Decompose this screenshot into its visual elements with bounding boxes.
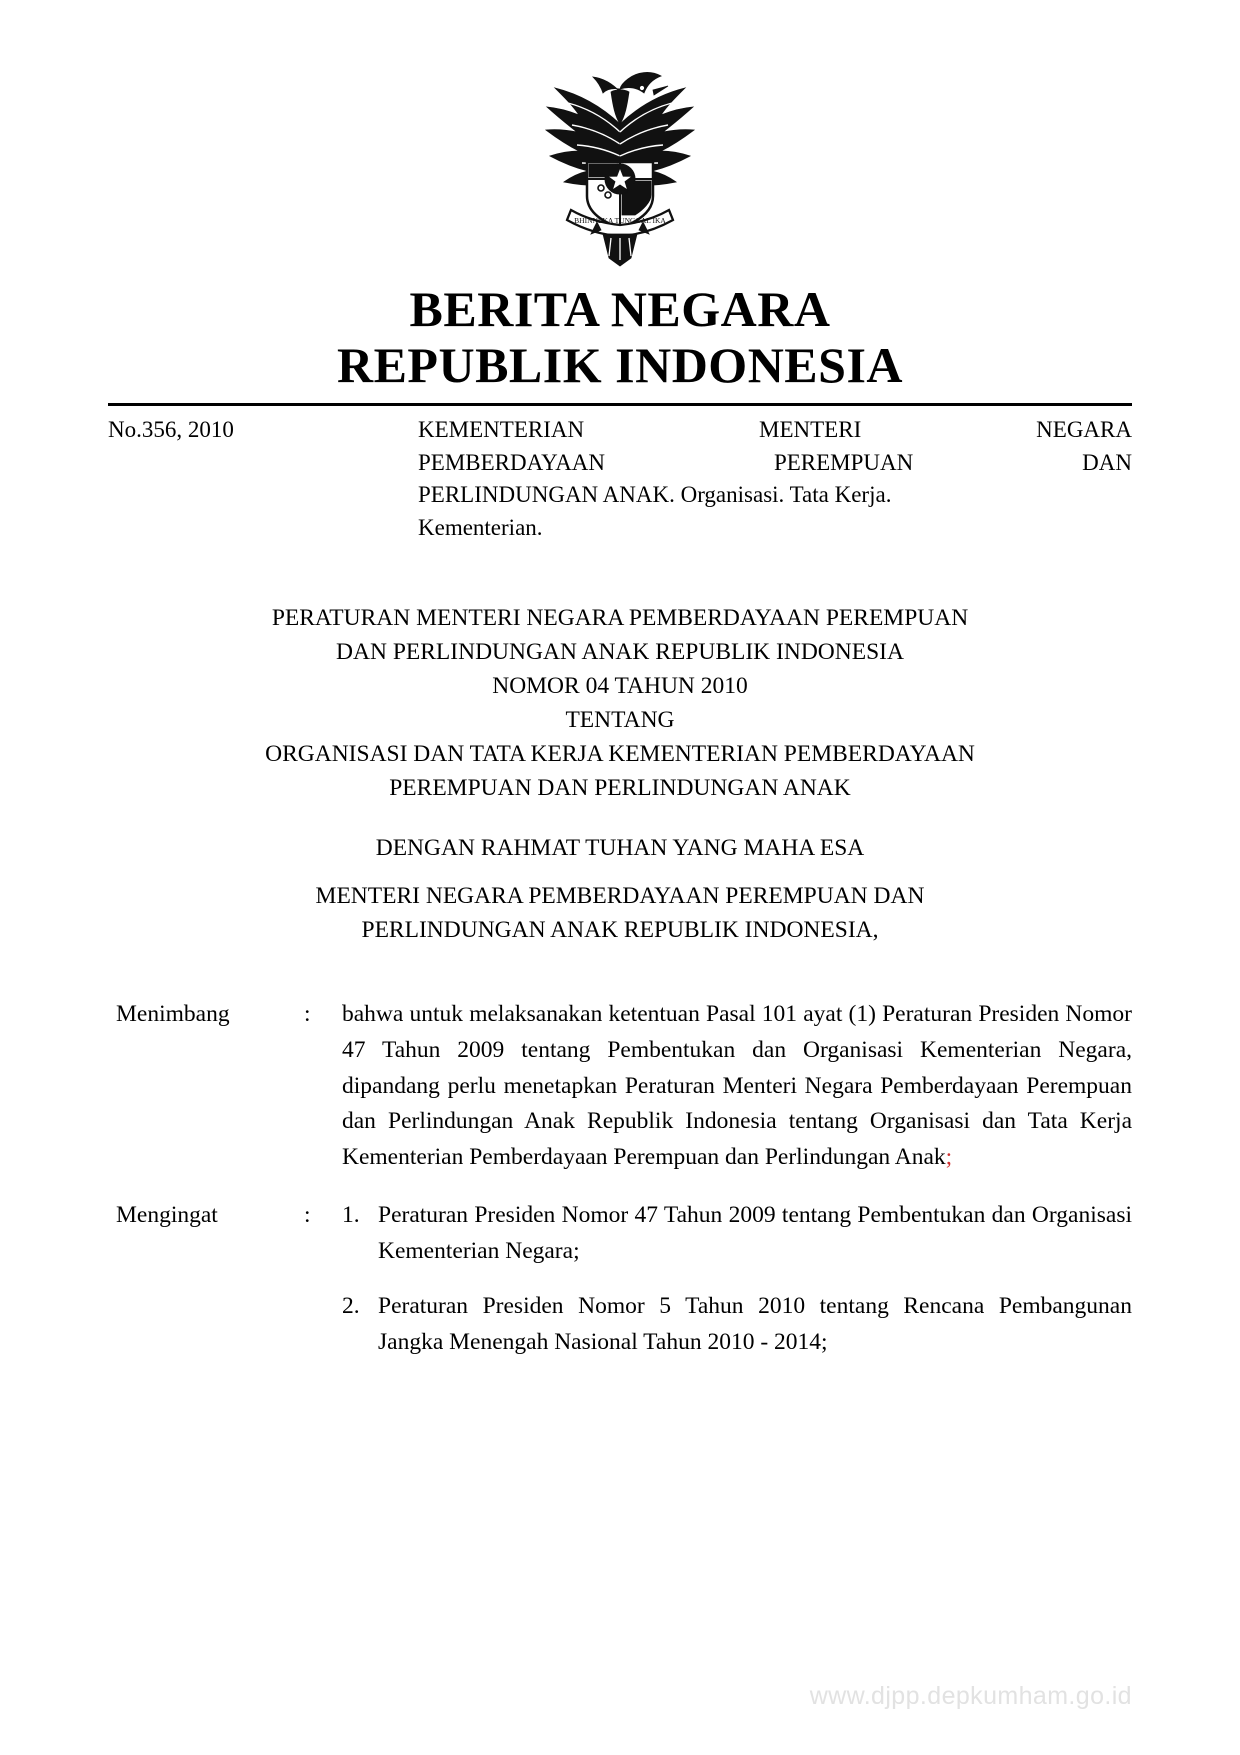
list-item-text: Peraturan Presiden Nomor 5 Tahun 2010 tentang Rencana Pembangunan Jangka Menengah Nasional Tahun 2010 - 2014;: [378, 1293, 1132, 1355]
clause-considering-terminator: ;: [945, 1144, 953, 1171]
list-item-number: 2.: [342, 1293, 360, 1320]
title-official-line-2: PERLINDUNGAN ANAK REPUBLIK INDONESIA,: [361, 917, 879, 944]
masthead-divider: [108, 403, 1132, 406]
title-official-line-1: MENTERI NEGARA PEMBERDAYAAN PEREMPUAN DAN: [315, 883, 925, 910]
clause-recalling-body: [342, 1198, 1132, 1361]
clause-recalling: [108, 1198, 1132, 1361]
title-spacer-1: [108, 805, 1132, 831]
title-number: NOMOR 04 TAHUN 2010: [492, 672, 748, 699]
gazette-subject: [418, 414, 1132, 545]
emblem-container: [108, 0, 1132, 267]
clause-recalling-label: Mengingat: [116, 1201, 218, 1228]
title-subject-line-1: ORGANISASI DAN TATA KERJA KEMENTERIAN PEMBERDAYAAN: [265, 740, 975, 767]
clause-considering-colon: :: [304, 1001, 311, 1028]
header-meta: [108, 414, 1132, 545]
title-spacer-2: [108, 865, 1132, 879]
watermark: www.djpp.depkumham.go.id: [809, 1682, 1132, 1710]
masthead-line-1: BERITA NEGARA: [409, 281, 831, 337]
title-line-1: PERATURAN MENTERI NEGARA PEMBERDAYAAN PEREMPUAN: [271, 604, 969, 631]
title-blessing: DENGAN RAHMAT TUHAN YANG MAHA ESA: [375, 835, 865, 861]
clause-section: [108, 997, 1132, 1360]
masthead-line-2: REPUBLIK INDONESIA: [336, 337, 904, 393]
gazette-subject-line-1: KEMENTERIAN MENTERI NEGARA: [418, 417, 1132, 442]
title-about: TENTANG: [565, 706, 675, 733]
garuda-pancasila-emblem: [525, 62, 715, 267]
list-item-text: Peraturan Presiden Nomor 47 Tahun 2009 tentang Pembentukan dan Organisasi Kementerian Negara;: [378, 1201, 1132, 1264]
clause-considering-body: [342, 997, 1132, 1176]
clause-considering-text: bahwa untuk melaksanakan ketentuan Pasal 101 ayat (1) Peraturan Presiden Nomor 47 Tahun 2009 tentang Pembentukan dan Organisasi Kementerian Negara, dipandang perlu menetapkan Peraturan Menteri Negara Pemberdayaan Perempuan dan Perlindungan Anak Republik Indonesia tentang Organisasi dan Tata Kerja Kementerian Pemberdayaan Perempuan dan Perlindungan Anak: [342, 1001, 1132, 1171]
regulation-title-block: [108, 601, 1132, 948]
title-subject-line-2: PEREMPUAN DAN PERLINDUNGAN ANAK: [389, 774, 851, 801]
gazette-number: No.356, 2010: [108, 417, 234, 442]
list-item: [342, 1289, 1132, 1360]
masthead: [108, 281, 1132, 393]
gazette-subject-line-2: PEMBERDAYAAN PEREMPUAN DAN: [418, 449, 1132, 475]
gazette-subject-line-3: PERLINDUNGAN ANAK. Organisasi. Tata Kerja.: [418, 482, 892, 508]
list-item: [342, 1198, 1132, 1269]
title-line-2: DAN PERLINDUNGAN ANAK REPUBLIK INDONESIA: [336, 638, 904, 665]
clause-recalling-list: [342, 1198, 1132, 1361]
emblem-motto-text: BHINNEKA TUNGGAL IKA: [574, 216, 666, 225]
list-item-number: 1.: [342, 1201, 360, 1228]
clause-recalling-colon: :: [304, 1201, 311, 1228]
gazette-subject-line-4: Kementerian.: [418, 514, 543, 540]
clause-considering: [108, 997, 1132, 1176]
clause-considering-label: Menimbang: [116, 1001, 230, 1028]
